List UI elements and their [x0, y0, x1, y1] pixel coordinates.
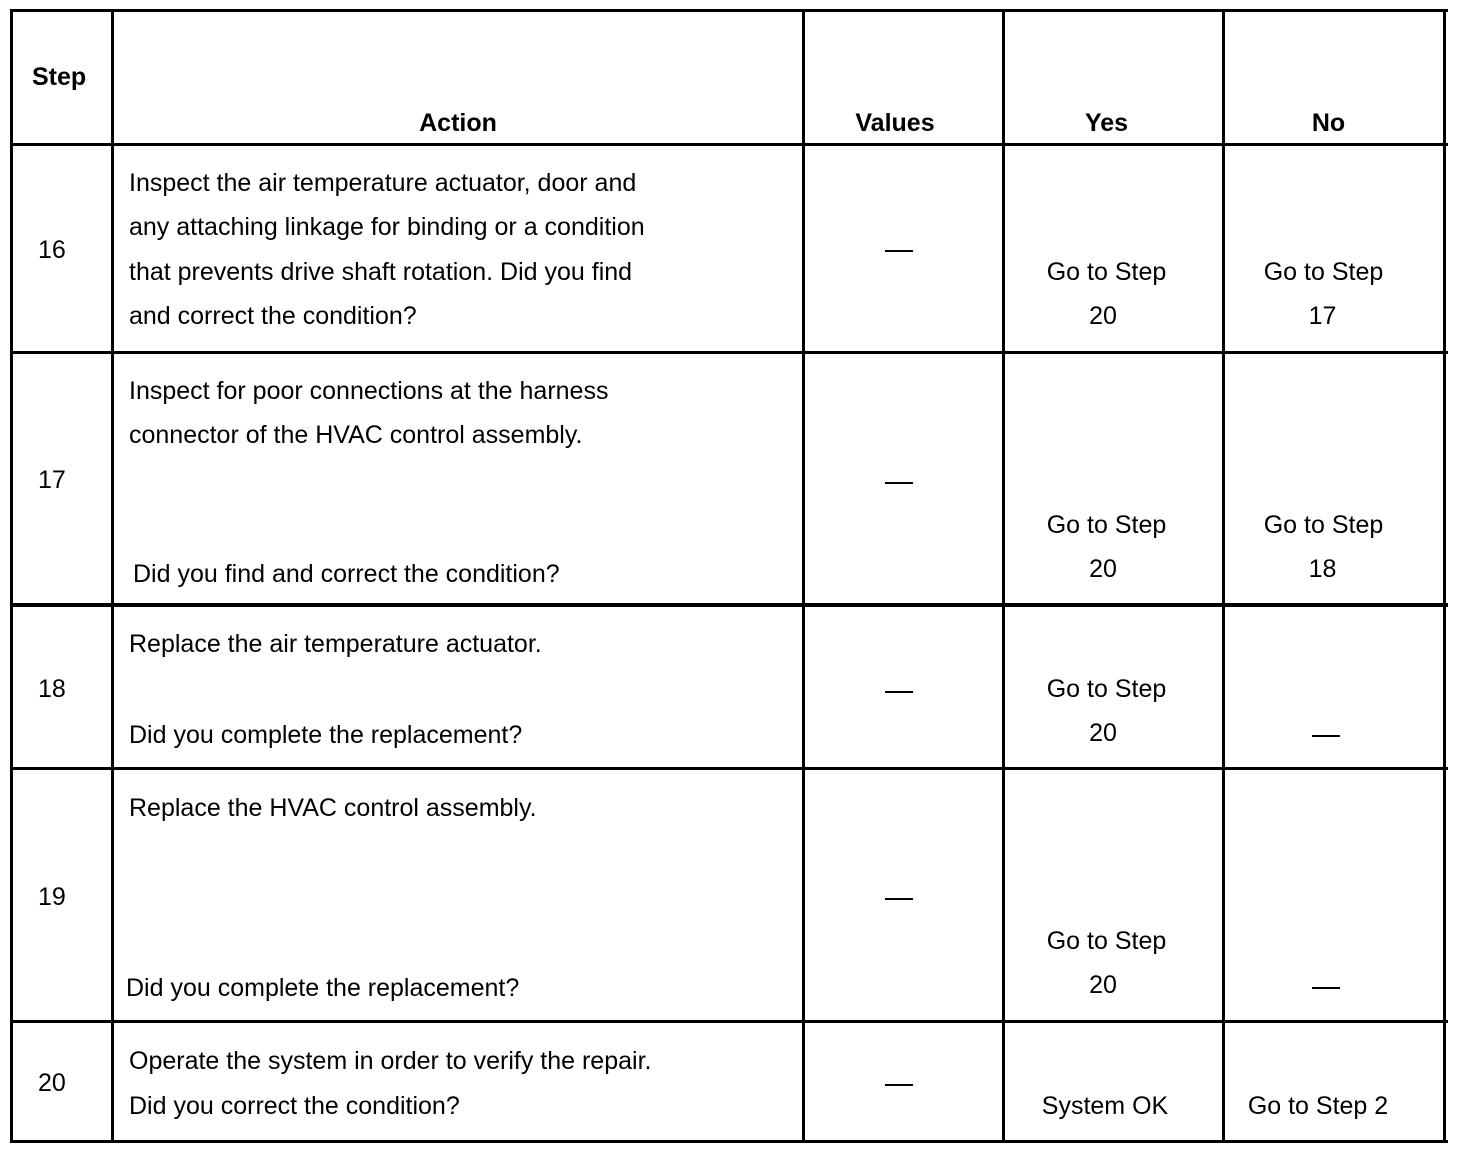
values-dash: [885, 1084, 913, 1086]
no-link-text[interactable]: Go to Step: [1263, 511, 1384, 539]
col-divider-action: [802, 9, 805, 1143]
action-line: Inspect the air temperature actuator, door and: [129, 169, 637, 197]
no-link-text[interactable]: Go to Step: [1263, 258, 1384, 286]
no-link[interactable]: Go to Step 2: [1247, 1092, 1389, 1120]
no-dash: [1312, 987, 1340, 989]
step-number: 18: [38, 675, 66, 703]
header-no: No: [1311, 109, 1346, 137]
yes-link-text[interactable]: Go to Step: [1046, 675, 1167, 703]
values-dash: [885, 482, 913, 484]
action-line: that prevents drive shaft rotation. Did you find: [129, 258, 633, 286]
action-question: Did you complete the replacement?: [126, 974, 520, 1002]
step-number: 20: [38, 1069, 66, 1097]
values-dash: [885, 898, 913, 900]
yes-link-text[interactable]: Go to Step: [1046, 258, 1167, 286]
header-action: Action: [419, 109, 497, 137]
header-values: Values: [855, 109, 935, 137]
step-number: 19: [38, 883, 66, 911]
header-yes: Yes: [1084, 109, 1129, 137]
yes-link-text[interactable]: Go to Step: [1046, 927, 1167, 955]
table-border-left: [10, 9, 13, 1143]
row-divider-18: [10, 767, 1448, 770]
no-link-step[interactable]: 18: [1308, 555, 1337, 583]
col-divider-step: [111, 9, 114, 1143]
action-line: Replace the air temperature actuator.: [129, 630, 542, 658]
action-line: any attaching linkage for binding or a condition: [129, 213, 645, 241]
yes-link-step[interactable]: 20: [1089, 555, 1117, 583]
action-line: Did you correct the condition?: [129, 1092, 460, 1120]
action-line: Replace the HVAC control assembly.: [129, 794, 537, 822]
yes-link-step[interactable]: 20: [1089, 971, 1117, 999]
yes-link-text[interactable]: Go to Step: [1046, 511, 1167, 539]
yes-result[interactable]: System OK: [1041, 1092, 1169, 1120]
header-step: Step: [32, 63, 87, 91]
values-dash: [885, 250, 913, 252]
no-dash: [1312, 735, 1340, 737]
row-divider-17: [10, 603, 1448, 607]
row-divider-16: [10, 351, 1448, 354]
values-dash: [885, 691, 913, 693]
yes-link-step[interactable]: 20: [1089, 302, 1117, 330]
action-question: Did you find and correct the condition?: [133, 560, 560, 588]
table-border-top: [10, 9, 1448, 12]
action-line: and correct the condition?: [129, 302, 417, 330]
action-line: connector of the HVAC control assembly.: [129, 421, 583, 449]
step-number: 17: [38, 466, 66, 494]
table-border-right: [1443, 9, 1446, 1143]
header-divider: [10, 143, 1448, 146]
row-divider-19: [10, 1020, 1448, 1023]
table-border-bottom: [10, 1140, 1448, 1143]
no-link-step[interactable]: 17: [1308, 302, 1337, 330]
action-line: Inspect for poor connections at the harness: [129, 377, 609, 405]
step-number: 16: [38, 236, 66, 264]
action-question: Did you complete the replacement?: [129, 721, 523, 749]
yes-link-step[interactable]: 20: [1089, 719, 1117, 747]
action-line: Operate the system in order to verify the repair.: [129, 1047, 652, 1075]
